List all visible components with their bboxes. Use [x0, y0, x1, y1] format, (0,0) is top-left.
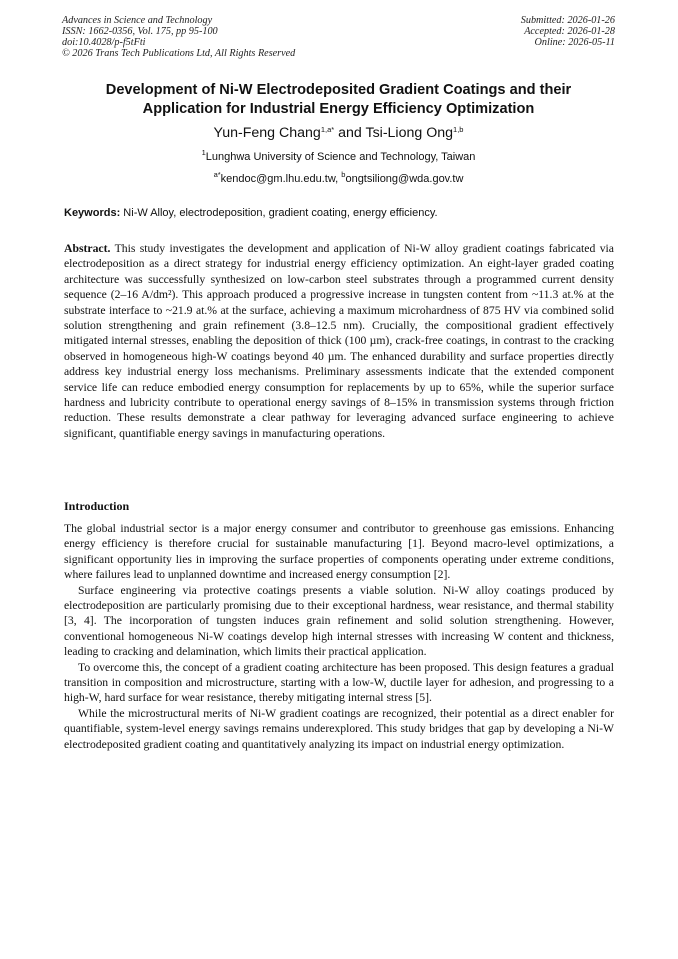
- keywords-text: Ni-W Alloy, electrodeposition, gradient coating, energy efficiency.: [120, 207, 438, 219]
- online-date: Online: 2026-05-11: [534, 37, 615, 48]
- abstract-label: Abstract.: [64, 242, 111, 255]
- email-superscript: b: [341, 170, 346, 179]
- journal-name: Advances in Science and Technology: [62, 15, 213, 26]
- journal-info: [62, 15, 295, 59]
- author-connector: and: [334, 125, 366, 141]
- intro-paragraph: The global industrial sector is a major energy consumer and contributor to greenhouse gas emissions. Enhancing energy efficiency is therefore crucial for sustainable manufacturing [1]. Beyond macro-level optimizations, a significant opportunity lies in improving the surface properties of components operating under extreme conditions, where failures lead to unplanned downtime and increased energy consumption [2].: [64, 522, 614, 582]
- author-list: [62, 124, 615, 142]
- keywords-label: Keywords:: [64, 207, 121, 219]
- keywords: [64, 206, 616, 220]
- author-superscript: 1,a*: [320, 125, 335, 134]
- author-emails: [62, 172, 615, 186]
- affiliation-text: Lunghwa University of Science and Technology, Taiwan: [205, 151, 476, 163]
- email-link[interactable]: ongtsiliong@wda.gov.tw: [345, 173, 464, 185]
- accepted-date: Accepted: 2026-01-28: [524, 26, 615, 37]
- author-name: Yun-Feng Chang: [213, 125, 321, 141]
- issn-line: ISSN: 1662-0356, Vol. 175, pp 95-100: [62, 26, 218, 37]
- author-name: Tsi-Liong Ong: [365, 125, 454, 141]
- introduction-body: [64, 521, 614, 752]
- section-heading: Introduction: [64, 499, 130, 513]
- affiliation-superscript: 1: [201, 148, 206, 157]
- abstract: [64, 241, 614, 441]
- abstract-text: This study investigates the development and application of Ni-W alloy gradient coatings fabricated via electrodeposition as a direct strategy for industrial energy efficiency optimization. An eight-layer graded coating architecture was successfully synthesized on low-carbon steel substrates through a programmed current density sequence (2–16 A/dm²). This approach produced a progressive increase in tungsten content from ~11.3 at.% at the substrate interface to ~21.9 at.% at the surface, achieving a maximum microhardness of 875 HV via combined solid solution strengthening and grain refinement (3.8–12.5 nm). Crucially, the compositional gradient effectively mitigated internal stresses, enabling the deposition of thick (100 µm), crack-free coatings, in contrast to the cracking observed in homogeneous high-W coatings beyond 40 µm. The enhanced durability and surface properties directly address key industrial energy loss mechanisms. Preliminary assessments indicate that the extended component service life can reduce embodied energy consumption for replacements by up to 65%, while the superior surface hardness and lubricity contribute to operational energy savings of 8–15% in transmission systems through friction reduction. These results demonstrate a clear pathway for leveraging advanced surface engineering to achieve significant, quantifiable energy savings in manufacturing operations.: [64, 242, 614, 440]
- title-line-2: Application for Industrial Energy Efficiency Optimization: [142, 101, 535, 117]
- doi-line: doi:10.4028/p-f5tFti: [62, 37, 146, 48]
- email-superscript: a*: [213, 170, 221, 179]
- intro-paragraph: Surface engineering via protective coatings presents a viable solution. Ni-W alloy coatings produced by electrodeposition are particularly promising due to their exceptional hardness, wear resistance, and thermal stability [3, 4]. The incorporation of tungsten induces grain refinement and solid solution strengthening. However, conventional homogeneous Ni-W coatings develop high internal stresses with increasing W content and thickness, leading to cracking and delamination, which limits their practical application.: [64, 583, 614, 659]
- submitted-date: Submitted: 2026-01-26: [520, 15, 615, 26]
- intro-paragraph: While the microstructural merits of Ni-W gradient coatings are recognized, their potential as a direct enabler for quantifiable, system-level energy savings remains underexplored. This study bridges that gap by developing a Ni-W electrodeposited gradient coating and quantitatively analyzing its impact on industrial energy optimization.: [64, 706, 614, 751]
- submission-dates: [521, 15, 615, 48]
- email-link[interactable]: kendoc@gm.lhu.edu.tw,: [220, 173, 342, 185]
- title-line-1: Development of Ni-W Electrodeposited Gradient Coatings and their: [105, 82, 572, 98]
- author-superscript: 1,b: [453, 125, 464, 134]
- affiliation: [62, 150, 615, 164]
- copyright-line: © 2026 Trans Tech Publications Ltd, All Rights Reserved: [62, 48, 296, 59]
- intro-paragraph: To overcome this, the concept of a gradient coating architecture has been proposed. This design features a gradual transition in composition and microstructure, starting with a low-W, ductile layer for adhesion, and progressing to a high-W, hard surface for wear resistance, thereby mitigating internal stress [5].: [64, 660, 614, 705]
- paper-title: [62, 81, 615, 119]
